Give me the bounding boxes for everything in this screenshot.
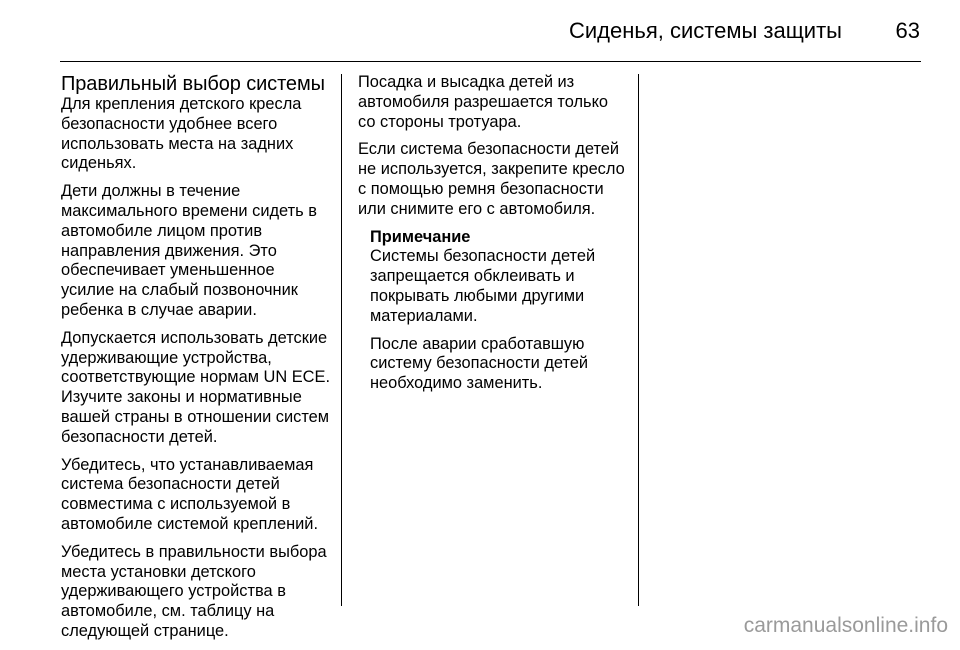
note-title: Примечание xyxy=(370,227,471,246)
note-paragraph: Системы безопасности детей запрещается обклеивать и покрывать любыми другими материалами. xyxy=(370,247,596,325)
paragraph: Если система безопасности детей не используется, закрепите кресло с помощью ремня безопасности или снимите его с автомобиля. xyxy=(358,140,625,218)
header-divider xyxy=(60,61,921,62)
left-column xyxy=(61,73,331,650)
paragraph: Для крепления детского кресла безопасности удобнее всего использовать места на задних сиденьях. xyxy=(61,95,302,173)
right-column xyxy=(358,73,628,402)
paragraph: Посадка и высадка детей из автомобиля разрешается только со стороны тротуара. xyxy=(358,73,609,131)
page-number: 63 xyxy=(895,18,920,43)
running-header-title: Сиденья, системы защиты xyxy=(568,18,842,43)
paragraph: Допускается использовать детские удерживающие устройства, соответствующие нормам UN ECE. Изучите законы и нормативные вашей страны в отношении систем безопасности детей. xyxy=(61,328,330,446)
page-header xyxy=(0,0,960,64)
paragraph: Убедитесь в правильности выбора места установки детского удерживающего устройства в автомобиле, см. таблицу на следующей странице. xyxy=(61,542,327,640)
paragraph: Убедитесь, что устанавливаемая система безопасности детей совместима с используемой в автомобиле системой креплений. xyxy=(61,455,319,533)
section-heading: Правильный выбор системы xyxy=(61,73,325,95)
note-box xyxy=(358,228,628,394)
column-divider-right xyxy=(638,74,639,606)
paragraph: Дети должны в течение максимального времени сидеть в автомобиле лицом против направления движения. Это обеспечивает уменьшенное усилие на слабый позвоночник ребенка в случае аварии. xyxy=(61,182,317,319)
watermark: carmanualsonline.info xyxy=(743,614,948,637)
note-paragraph: После аварии сработавшую систему безопасности детей необходимо заменить. xyxy=(370,334,589,393)
column-divider-left xyxy=(341,74,342,606)
